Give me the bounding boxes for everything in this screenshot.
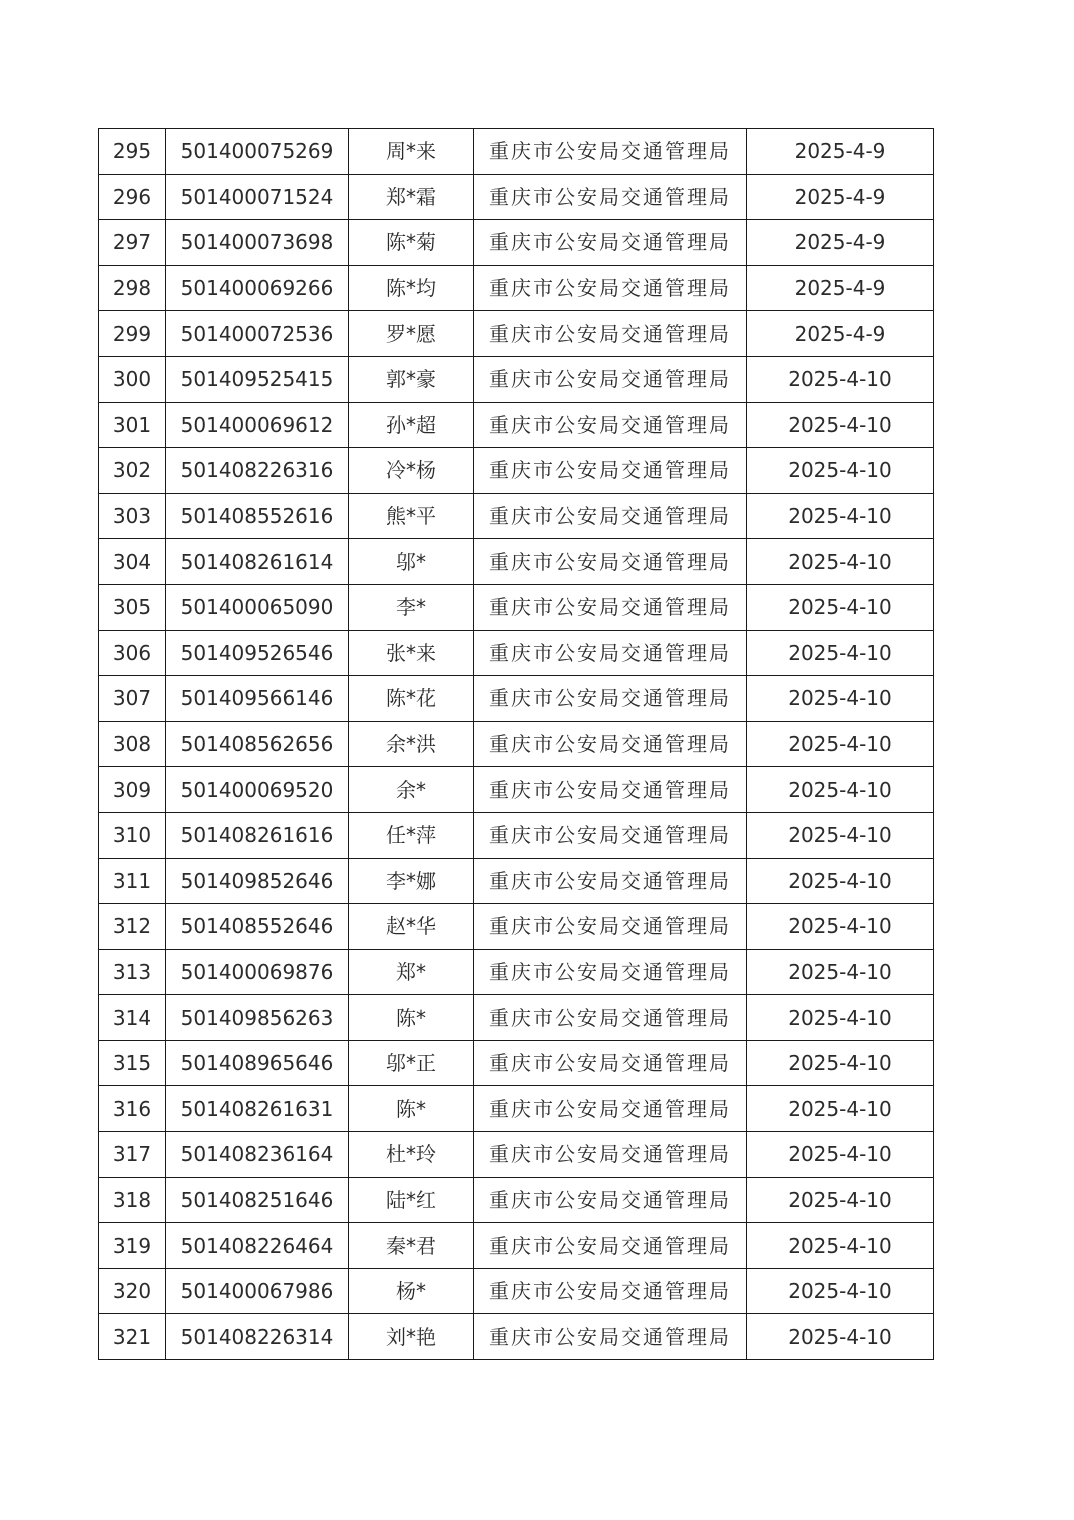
record-id-cell: 501400071524	[166, 174, 349, 220]
person-name-cell: 郭*豪	[349, 356, 474, 402]
organization-cell: 重庆市公安局交通管理局	[474, 1177, 747, 1223]
row-number-cell: 304	[99, 539, 166, 585]
record-id-cell: 501400075269	[166, 129, 349, 175]
date-cell: 2025-4-10	[747, 356, 934, 402]
table-row	[99, 311, 934, 357]
date-cell: 2025-4-10	[747, 1086, 934, 1132]
table-row	[99, 949, 934, 995]
person-name-cell: 陈*菊	[349, 220, 474, 266]
person-name-cell: 周*来	[349, 129, 474, 175]
date-cell: 2025-4-10	[747, 767, 934, 813]
organization-cell: 重庆市公安局交通管理局	[474, 630, 747, 676]
person-name-cell: 陆*红	[349, 1177, 474, 1223]
table-row	[99, 493, 934, 539]
record-id-cell: 501408965646	[166, 1040, 349, 1086]
date-cell: 2025-4-10	[747, 402, 934, 448]
record-id-cell: 501400067986	[166, 1268, 349, 1314]
record-id-cell: 501400073698	[166, 220, 349, 266]
record-id-cell: 501408226316	[166, 448, 349, 494]
person-name-cell: 秦*君	[349, 1223, 474, 1269]
record-id-cell: 501408236164	[166, 1132, 349, 1178]
table-row	[99, 448, 934, 494]
organization-cell: 重庆市公安局交通管理局	[474, 904, 747, 950]
person-name-cell: 邬*正	[349, 1040, 474, 1086]
organization-cell: 重庆市公安局交通管理局	[474, 949, 747, 995]
record-id-cell: 501408226314	[166, 1314, 349, 1360]
organization-cell: 重庆市公安局交通管理局	[474, 356, 747, 402]
date-cell: 2025-4-10	[747, 448, 934, 494]
organization-cell: 重庆市公安局交通管理局	[474, 539, 747, 585]
record-id-cell: 501400072536	[166, 311, 349, 357]
row-number-cell: 318	[99, 1177, 166, 1223]
table-row	[99, 858, 934, 904]
organization-cell: 重庆市公安局交通管理局	[474, 584, 747, 630]
record-id-cell: 501408226464	[166, 1223, 349, 1269]
person-name-cell: 陈*	[349, 995, 474, 1041]
row-number-cell: 310	[99, 812, 166, 858]
person-name-cell: 杨*	[349, 1268, 474, 1314]
table-row	[99, 129, 934, 175]
row-number-cell: 312	[99, 904, 166, 950]
date-cell: 2025-4-9	[747, 129, 934, 175]
person-name-cell: 冷*杨	[349, 448, 474, 494]
date-cell: 2025-4-9	[747, 311, 934, 357]
organization-cell: 重庆市公安局交通管理局	[474, 767, 747, 813]
record-id-cell: 501400069266	[166, 265, 349, 311]
record-id-cell: 501400069876	[166, 949, 349, 995]
table-row	[99, 265, 934, 311]
date-cell: 2025-4-10	[747, 721, 934, 767]
table-row	[99, 539, 934, 585]
record-id-cell: 501409566146	[166, 676, 349, 722]
person-name-cell: 郑*	[349, 949, 474, 995]
date-cell: 2025-4-10	[747, 539, 934, 585]
record-id-cell: 501408261616	[166, 812, 349, 858]
table-row	[99, 402, 934, 448]
person-name-cell: 邬*	[349, 539, 474, 585]
date-cell: 2025-4-10	[747, 630, 934, 676]
row-number-cell: 298	[99, 265, 166, 311]
date-cell: 2025-4-9	[747, 265, 934, 311]
record-id-cell: 501408552646	[166, 904, 349, 950]
row-number-cell: 321	[99, 1314, 166, 1360]
person-name-cell: 刘*艳	[349, 1314, 474, 1360]
record-id-cell: 501409526546	[166, 630, 349, 676]
table-row	[99, 1086, 934, 1132]
record-id-cell: 501408251646	[166, 1177, 349, 1223]
row-number-cell: 301	[99, 402, 166, 448]
person-name-cell: 张*来	[349, 630, 474, 676]
organization-cell: 重庆市公安局交通管理局	[474, 1268, 747, 1314]
table-row	[99, 1040, 934, 1086]
organization-cell: 重庆市公安局交通管理局	[474, 858, 747, 904]
row-number-cell: 316	[99, 1086, 166, 1132]
row-number-cell: 303	[99, 493, 166, 539]
organization-cell: 重庆市公安局交通管理局	[474, 676, 747, 722]
row-number-cell: 307	[99, 676, 166, 722]
organization-cell: 重庆市公安局交通管理局	[474, 1040, 747, 1086]
organization-cell: 重庆市公安局交通管理局	[474, 1086, 747, 1132]
row-number-cell: 299	[99, 311, 166, 357]
organization-cell: 重庆市公安局交通管理局	[474, 402, 747, 448]
record-id-cell: 501409852646	[166, 858, 349, 904]
organization-cell: 重庆市公安局交通管理局	[474, 1314, 747, 1360]
person-name-cell: 李*	[349, 584, 474, 630]
date-cell: 2025-4-10	[747, 858, 934, 904]
table-row	[99, 1132, 934, 1178]
records-table	[98, 128, 934, 1360]
record-id-cell: 501400065090	[166, 584, 349, 630]
organization-cell: 重庆市公安局交通管理局	[474, 311, 747, 357]
date-cell: 2025-4-10	[747, 1132, 934, 1178]
table-row	[99, 904, 934, 950]
person-name-cell: 孙*超	[349, 402, 474, 448]
table-row	[99, 1177, 934, 1223]
record-id-cell: 501408261631	[166, 1086, 349, 1132]
row-number-cell: 309	[99, 767, 166, 813]
person-name-cell: 陈*	[349, 1086, 474, 1132]
row-number-cell: 306	[99, 630, 166, 676]
person-name-cell: 罗*愿	[349, 311, 474, 357]
organization-cell: 重庆市公安局交通管理局	[474, 493, 747, 539]
row-number-cell: 308	[99, 721, 166, 767]
record-id-cell: 501409525415	[166, 356, 349, 402]
table-row	[99, 812, 934, 858]
record-id-cell: 501408261614	[166, 539, 349, 585]
date-cell: 2025-4-9	[747, 220, 934, 266]
table-row	[99, 174, 934, 220]
table-row	[99, 1314, 934, 1360]
date-cell: 2025-4-10	[747, 949, 934, 995]
person-name-cell: 郑*霜	[349, 174, 474, 220]
row-number-cell: 295	[99, 129, 166, 175]
date-cell: 2025-4-10	[747, 1177, 934, 1223]
date-cell: 2025-4-10	[747, 584, 934, 630]
table-row	[99, 356, 934, 402]
person-name-cell: 余*洪	[349, 721, 474, 767]
table-row	[99, 721, 934, 767]
record-id-cell: 501400069520	[166, 767, 349, 813]
date-cell: 2025-4-10	[747, 904, 934, 950]
date-cell: 2025-4-10	[747, 1223, 934, 1269]
date-cell: 2025-4-10	[747, 1268, 934, 1314]
organization-cell: 重庆市公安局交通管理局	[474, 129, 747, 175]
person-name-cell: 杜*玲	[349, 1132, 474, 1178]
records-table-body	[99, 129, 934, 1360]
table-row	[99, 220, 934, 266]
row-number-cell: 296	[99, 174, 166, 220]
person-name-cell: 陈*均	[349, 265, 474, 311]
organization-cell: 重庆市公安局交通管理局	[474, 721, 747, 767]
record-id-cell: 501408552616	[166, 493, 349, 539]
row-number-cell: 311	[99, 858, 166, 904]
row-number-cell: 297	[99, 220, 166, 266]
table-row	[99, 1223, 934, 1269]
date-cell: 2025-4-10	[747, 812, 934, 858]
organization-cell: 重庆市公安局交通管理局	[474, 1132, 747, 1178]
table-row	[99, 1268, 934, 1314]
table-row	[99, 630, 934, 676]
row-number-cell: 305	[99, 584, 166, 630]
row-number-cell: 315	[99, 1040, 166, 1086]
row-number-cell: 313	[99, 949, 166, 995]
table-row	[99, 584, 934, 630]
date-cell: 2025-4-10	[747, 1040, 934, 1086]
person-name-cell: 陈*花	[349, 676, 474, 722]
date-cell: 2025-4-9	[747, 174, 934, 220]
table-row	[99, 767, 934, 813]
person-name-cell: 余*	[349, 767, 474, 813]
person-name-cell: 赵*华	[349, 904, 474, 950]
row-number-cell: 317	[99, 1132, 166, 1178]
table-row	[99, 676, 934, 722]
row-number-cell: 320	[99, 1268, 166, 1314]
table-row	[99, 995, 934, 1041]
organization-cell: 重庆市公安局交通管理局	[474, 265, 747, 311]
date-cell: 2025-4-10	[747, 995, 934, 1041]
person-name-cell: 任*萍	[349, 812, 474, 858]
organization-cell: 重庆市公安局交通管理局	[474, 174, 747, 220]
row-number-cell: 302	[99, 448, 166, 494]
organization-cell: 重庆市公安局交通管理局	[474, 812, 747, 858]
date-cell: 2025-4-10	[747, 1314, 934, 1360]
organization-cell: 重庆市公安局交通管理局	[474, 220, 747, 266]
record-id-cell: 501408562656	[166, 721, 349, 767]
date-cell: 2025-4-10	[747, 676, 934, 722]
row-number-cell: 314	[99, 995, 166, 1041]
organization-cell: 重庆市公安局交通管理局	[474, 995, 747, 1041]
organization-cell: 重庆市公安局交通管理局	[474, 1223, 747, 1269]
row-number-cell: 300	[99, 356, 166, 402]
person-name-cell: 李*娜	[349, 858, 474, 904]
record-id-cell: 501400069612	[166, 402, 349, 448]
row-number-cell: 319	[99, 1223, 166, 1269]
person-name-cell: 熊*平	[349, 493, 474, 539]
organization-cell: 重庆市公安局交通管理局	[474, 448, 747, 494]
date-cell: 2025-4-10	[747, 493, 934, 539]
record-id-cell: 501409856263	[166, 995, 349, 1041]
